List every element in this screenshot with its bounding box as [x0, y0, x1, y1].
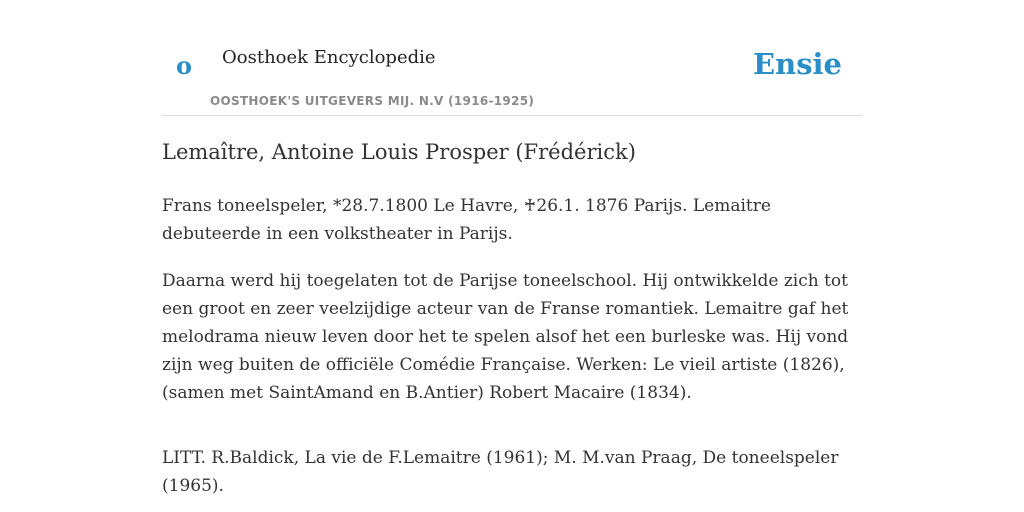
encyclopedia-title-link[interactable]: Oosthoek Encyclopedie [222, 47, 436, 68]
encyclopedia-logo-letter: o [176, 51, 193, 80]
entry-title: Lemaître, Antoine Louis Prosper (Frédérick) [162, 140, 636, 164]
ensie-brand-link[interactable]: Ensie [753, 47, 842, 81]
entry-paragraph-1: Frans toneelspeler, *28.7.1800 Le Havre, ♰26.1. 1876 Parijs. Lemaitre debuteerde in een volkstheater in Parijs. [162, 196, 771, 244]
literature-reference: LITT. R.Baldick, La vie de F.Lemaitre (1961); M. M.van Praag, De toneelspeler (1965). [162, 448, 839, 496]
encyclopedia-header [162, 36, 862, 116]
entry-paragraph-2: Daarna werd hij toegelaten tot de Parijse toneelschool. Hij ontwikkelde zich tot een groot en zeer veelzijdige acteur van de Franse romantiek. Lemaitre gaf het melodrama nieuw leven door het te spelen alsof het een burleske was. Hij vond zijn weg buiten de officiële Comédie Française. Werken: Le vieil artiste (1826), (samen met SaintAmand en B.Antier) Robert Macaire (1834). [162, 271, 849, 403]
entry-content [162, 192, 862, 512]
publisher-subtitle: OOSTHOEK'S UITGEVERS MIJ. N.V (1916-1925) [210, 94, 535, 108]
